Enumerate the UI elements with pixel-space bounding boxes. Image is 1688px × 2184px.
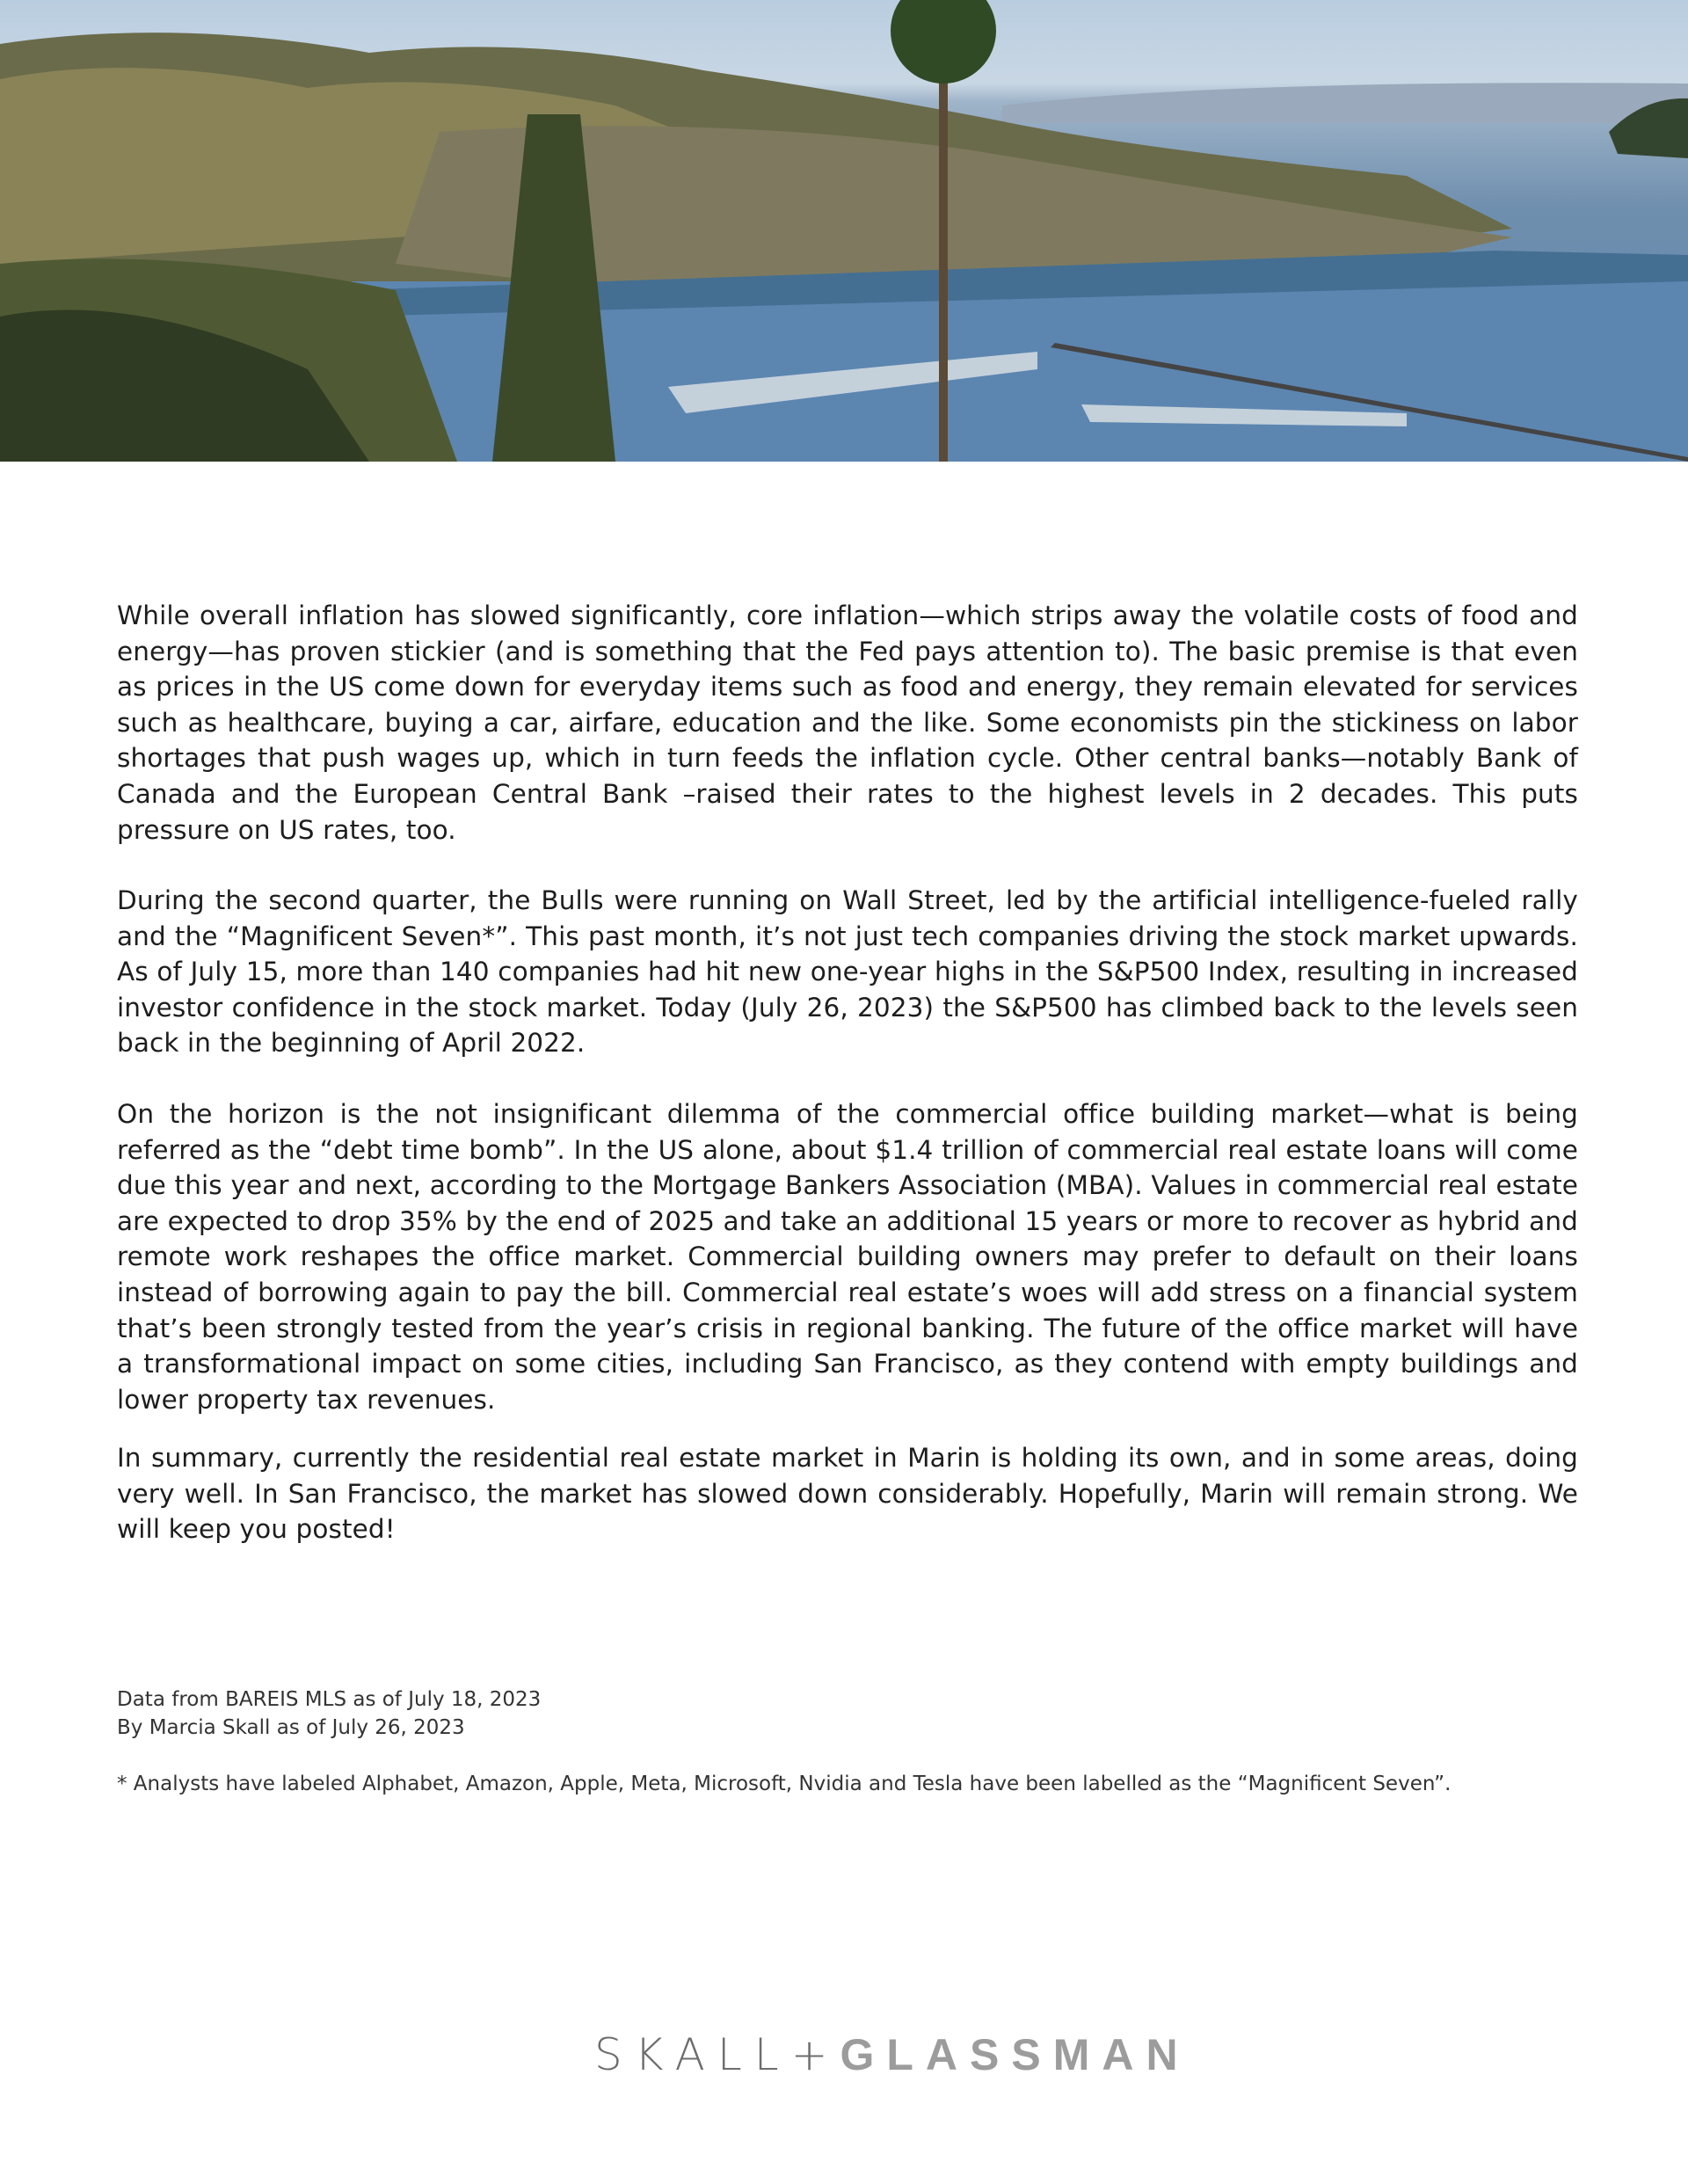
- skall-glassman-logo: [594, 2029, 1190, 2080]
- paragraph-text: While overall inflation has slowed significantly, core inflation—which strips away the volatile costs of food and energy—has proven stickier (and is something that the Fed pays attention to). The basic premise is that even as prices in the US come down for everyday items such as food and energy, they remain elevated for services such as healthcare, buying a car, airfare, education and the like. Some economists pin the stickiness on labor shortages that push wages up, which in turn feeds the inflation cycle. Other central banks—notably Bank of Canada and the European Central Bank –raised their rates to the highest levels in 2 decades. This puts pressure on US rates, too.: [117, 601, 1578, 845]
- harbor-landscape-illustration: [0, 0, 1688, 462]
- header-photo-harbor: [0, 0, 1688, 462]
- body-paragraph-stock-market: [117, 883, 1578, 1061]
- body-paragraph-summary: [117, 1440, 1578, 1547]
- logo-skall: SKALL+: [594, 2029, 840, 2080]
- footnote: * Analysts have labeled Alphabet, Amazon, Apple, Meta, Microsoft, Nvidia and Tesla have been labelled as the “Magnificent Seven”.: [117, 1773, 1452, 1795]
- data-source-note: Data from BAREIS MLS as of July 18, 2023: [117, 1688, 542, 1711]
- body-paragraph-commercial-real-estate: [117, 1096, 1578, 1417]
- logo-glassman: GLASSMAN: [840, 2030, 1190, 2079]
- source-notes: [117, 1685, 1612, 1742]
- paragraph-text: During the second quarter, the Bulls were running on Wall Street, led by the artificial intelligence-fueled rally and the “Magnificent Seven*”. This past month, it’s not just tech companies driving the stock market upwards. As of July 15, more than 140 companies had hit new one-year highs in the S&P500 Index, resulting in increased investor confidence in the stock market. Today (July 26, 2023) the S&P500 has climbed back to the levels seen back in the beginning of April 2022.: [117, 885, 1578, 1059]
- author-note: By Marcia Skall as of July 26, 2023: [117, 1716, 465, 1739]
- body-paragraph-inflation: [117, 598, 1578, 848]
- paragraph-text: On the horizon is the not insignificant dilemma of the commercial office building market—what is being referred as the “debt time bomb”. In the US alone, about $1.4 trillion of commercial real estate loans will come due this year and next, according to the Mortgage Bankers Association (MBA). Values in commercial real estate are expected to drop 35% by the end of 2025 and take an additional 15 years or more to recover as hybrid and remote work reshapes the office market. Commercial building owners may prefer to default on their loans instead of borrowing again to pay the bill. Commercial real estate’s woes will add stress on a financial system that’s been strongly tested from the year’s crisis in regional banking. The future of the office market will have a transformational impact on some cities, including San Francisco, as they contend with empty buildings and lower property tax revenues.: [117, 1099, 1578, 1415]
- paragraph-text: In summary, currently the residential real estate market in Marin is holding its own, and in some areas, doing very well. In San Francisco, the market has slowed down considerably. Hopefully, Marin will remain strong. We will keep you posted!: [117, 1443, 1578, 1545]
